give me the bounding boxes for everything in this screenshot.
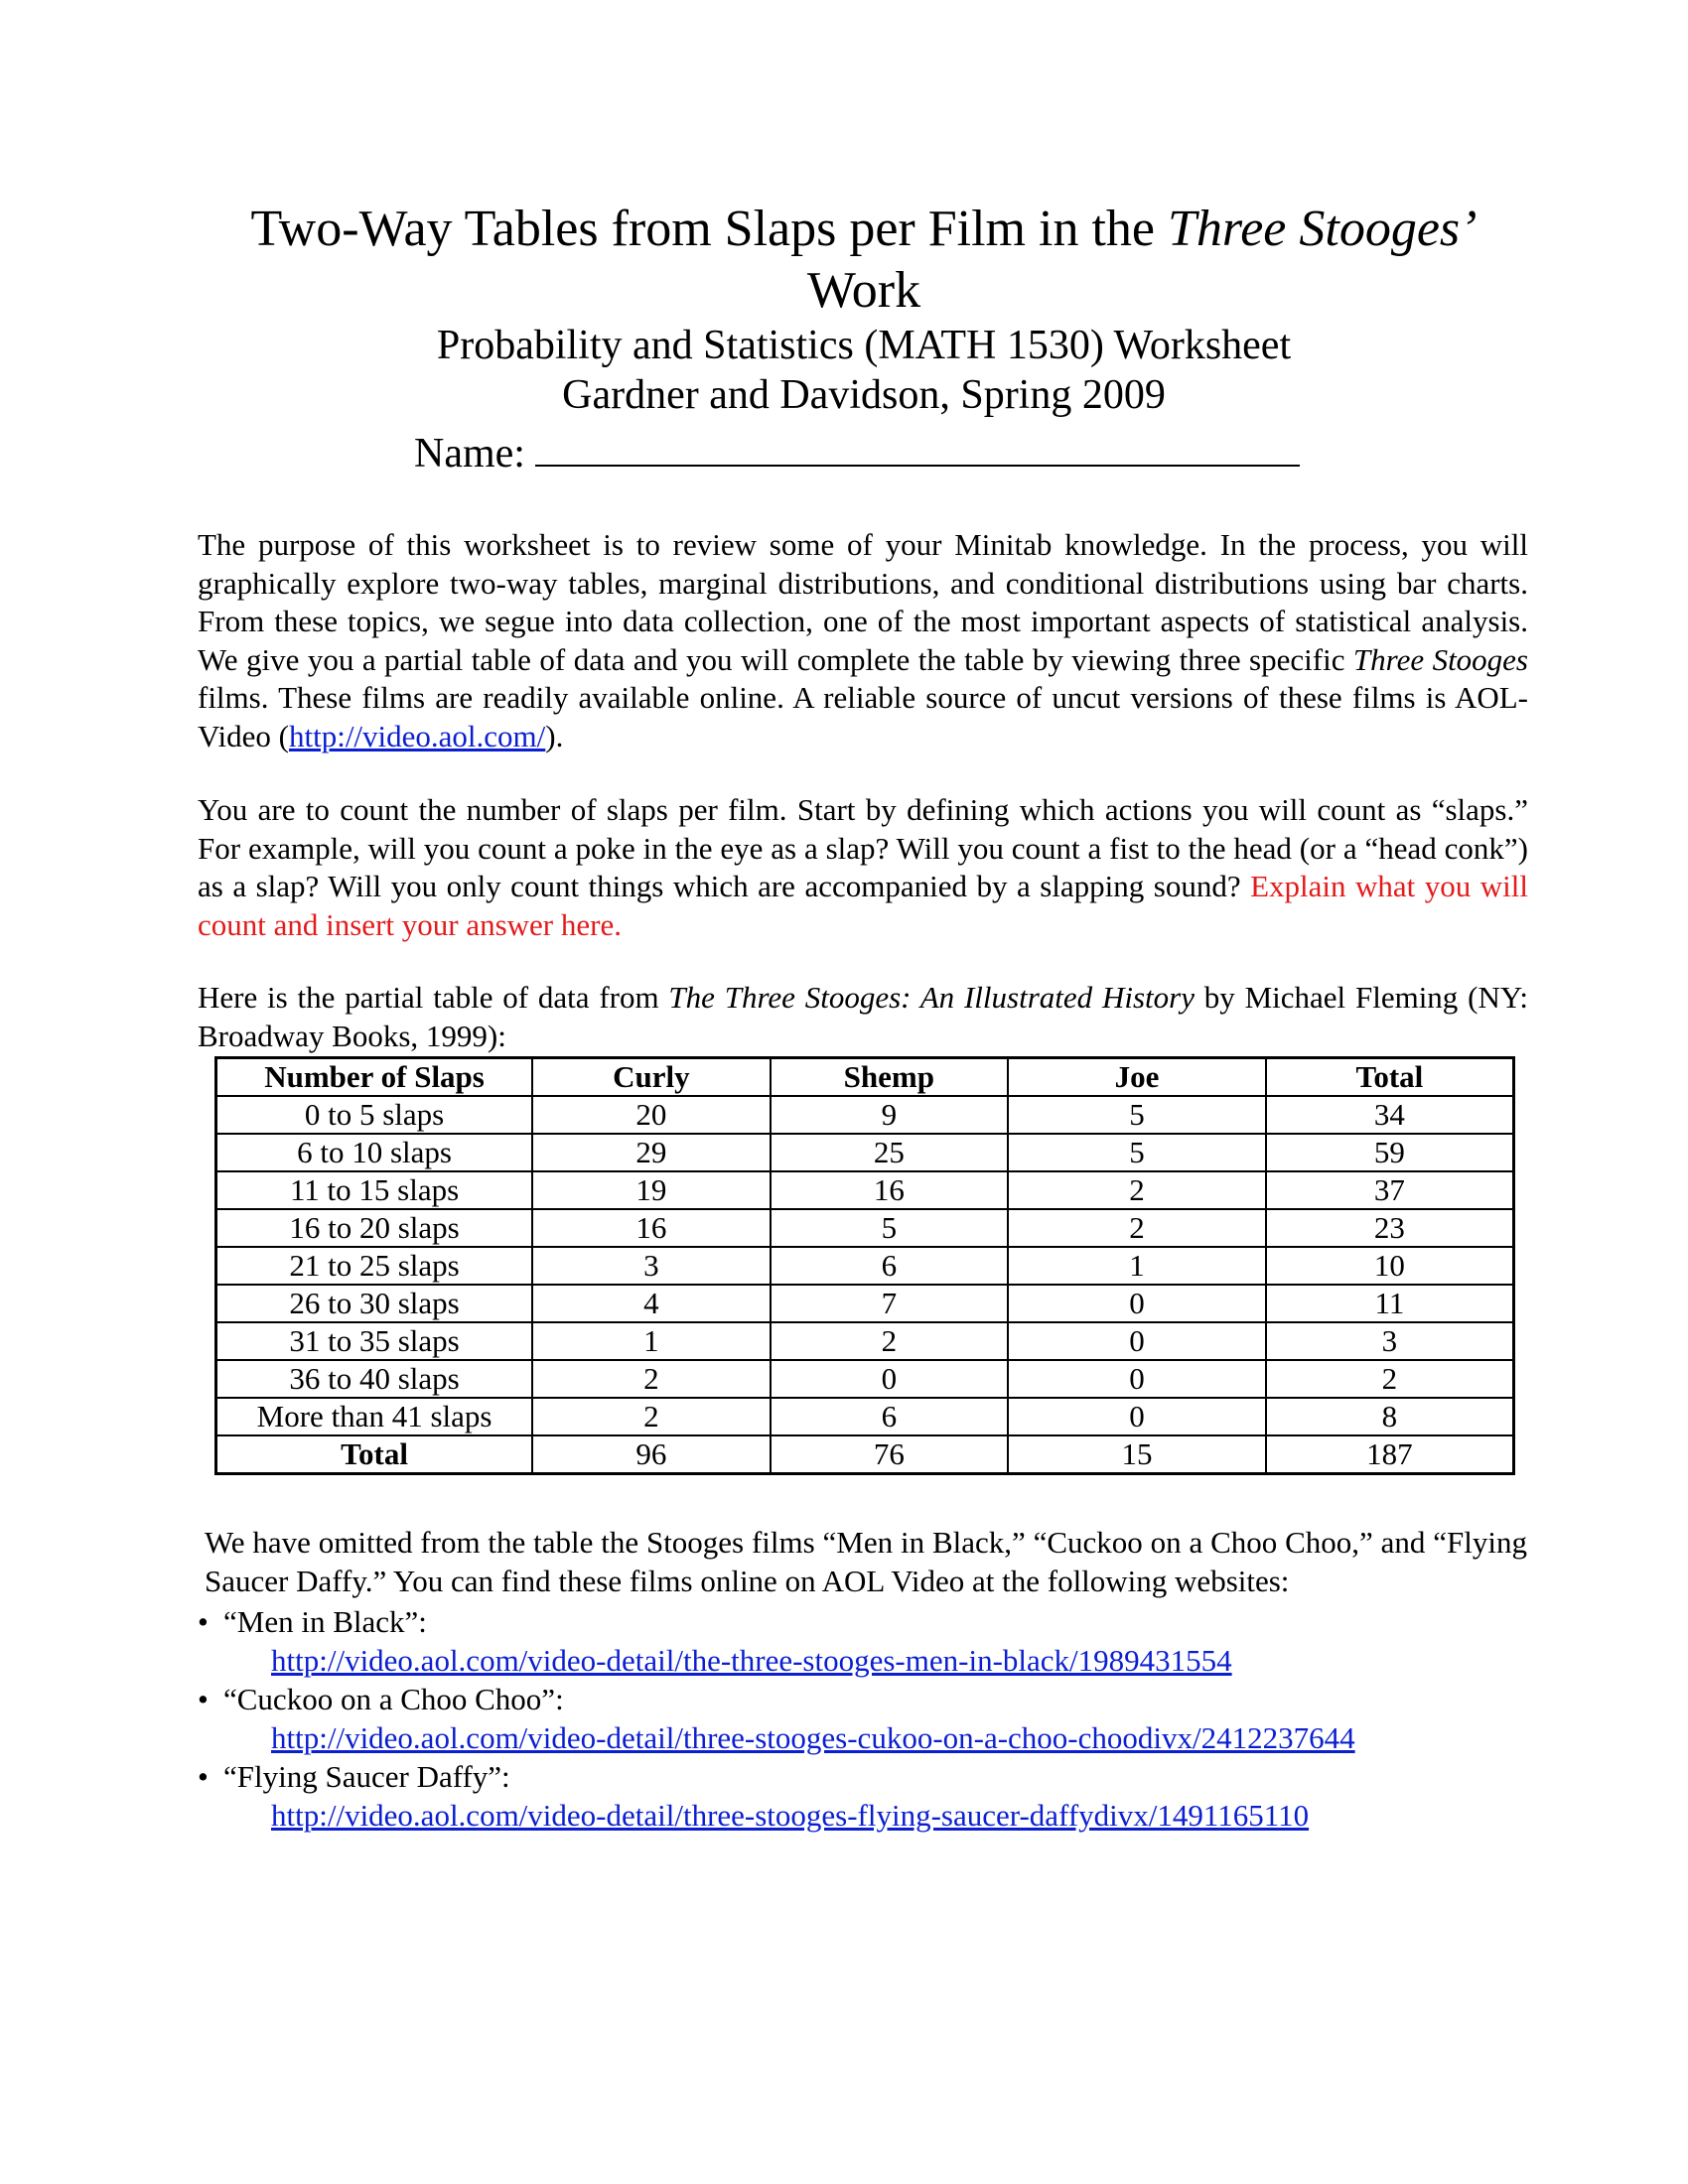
table-intro-paragraph <box>198 979 1528 1055</box>
table-cell: 0 <box>1008 1322 1266 1360</box>
bullet-icon: • <box>198 1682 209 1716</box>
intro-text-3: ). <box>545 718 564 753</box>
table-cell: 36 to 40 slaps <box>216 1360 533 1398</box>
table-cell: 1 <box>532 1322 770 1360</box>
table-intro-text-1: Here is the partial table of data from <box>198 980 669 1015</box>
table-cell: 7 <box>771 1285 1008 1322</box>
table-cell: 0 <box>771 1360 1008 1398</box>
table-total-row <box>216 1435 1514 1474</box>
bullet-icon: • <box>198 1604 209 1639</box>
table-cell: 20 <box>532 1096 770 1134</box>
table-cell: 6 <box>771 1247 1008 1285</box>
table-cell: 2 <box>532 1398 770 1435</box>
table-cell: 0 <box>1008 1398 1266 1435</box>
answer-instruction[interactable]: Explain what you will count and insert your answer here. <box>198 869 1528 942</box>
slaps-definition-text: You are to count the number of slaps per film. Start by defining which actions you will count as “slaps.” For example, will you count a poke in the eye as a slap? Will you count a fist to the head (or a “head conk”) as a slap? Will you only count things which are accompanied by a slapping sound? <box>198 792 1528 903</box>
total-curly: 96 <box>532 1435 770 1474</box>
intro-paragraph <box>198 526 1528 755</box>
table-cell: 16 <box>532 1209 770 1247</box>
table-cell: 5 <box>1008 1096 1266 1134</box>
title-line2-text: Work <box>806 262 921 319</box>
slaps-table <box>214 1056 1515 1475</box>
header-total: Total <box>1266 1058 1514 1097</box>
table-cell: 0 <box>1008 1285 1266 1322</box>
table-cell: 26 to 30 slaps <box>216 1285 533 1322</box>
table-intro-text-2: by Michael Fleming (NY: Broadway Books, 1999): <box>198 980 1528 1053</box>
film-links-list <box>198 1602 1588 1835</box>
film-link-flying-saucer-daffy[interactable]: http://video.aol.com/video-detail/three-stooges-flying-saucer-daffydivx/1491165110 <box>271 1798 1310 1833</box>
film-title: “Cuckoo on a Choo Choo”: <box>223 1682 564 1716</box>
table-cell: 11 <box>1266 1285 1514 1322</box>
table-cell: 5 <box>771 1209 1008 1247</box>
total-joe: 15 <box>1008 1435 1266 1474</box>
table-cell: More than 41 slaps <box>216 1398 533 1435</box>
header-number-of-slaps: Number of Slaps <box>216 1058 533 1097</box>
table-cell: 2 <box>1266 1360 1514 1398</box>
book-title: The Three Stooges: An Illustrated History <box>668 980 1195 1015</box>
page-title <box>149 199 1579 322</box>
list-item <box>198 1602 1588 1680</box>
table-row <box>216 1209 1514 1247</box>
list-item <box>198 1680 1588 1757</box>
omitted-films-paragraph: We have omitted from the table the Stooges films “Men in Black,” “Cuckoo on a Choo Choo,” and “Flying Saucer Daffy.” You can find these films online on AOL Video at the following websites: <box>205 1525 1527 1598</box>
table-cell: 4 <box>532 1285 770 1322</box>
table-cell: 19 <box>532 1171 770 1209</box>
table-cell: 2 <box>1008 1209 1266 1247</box>
table-cell: 3 <box>532 1247 770 1285</box>
table-row <box>216 1171 1514 1209</box>
table-row <box>216 1360 1514 1398</box>
table-cell: 9 <box>771 1096 1008 1134</box>
film-title: “Men in Black”: <box>223 1604 427 1639</box>
subtitle <box>149 321 1579 420</box>
name-field <box>414 425 1300 478</box>
total-all: 187 <box>1266 1435 1514 1474</box>
table-cell: 16 to 20 slaps <box>216 1209 533 1247</box>
table-cell: 8 <box>1266 1398 1514 1435</box>
table-cell: 2 <box>1008 1171 1266 1209</box>
list-item <box>198 1757 1588 1835</box>
header-curly: Curly <box>532 1058 770 1097</box>
table-cell: 2 <box>771 1322 1008 1360</box>
table-header-row <box>216 1058 1514 1097</box>
table-cell: 23 <box>1266 1209 1514 1247</box>
authors-line: Gardner and Davidson, Spring 2009 <box>562 372 1166 418</box>
table-row <box>216 1134 1514 1171</box>
table-cell: 3 <box>1266 1322 1514 1360</box>
table-row <box>216 1322 1514 1360</box>
title-line1-text: Two-Way Tables from Slaps per Film in the <box>250 201 1168 257</box>
table-cell: 11 to 15 slaps <box>216 1171 533 1209</box>
total-label: Total <box>216 1435 533 1474</box>
slaps-definition-paragraph <box>198 791 1528 944</box>
table-cell: 25 <box>771 1134 1008 1171</box>
table-cell: 59 <box>1266 1134 1514 1171</box>
table-cell: 31 to 35 slaps <box>216 1322 533 1360</box>
table-cell: 2 <box>532 1360 770 1398</box>
table-cell: 5 <box>1008 1134 1266 1171</box>
table-cell: 6 <box>771 1398 1008 1435</box>
table-cell: 0 to 5 slaps <box>216 1096 533 1134</box>
table-row <box>216 1398 1514 1435</box>
bullet-icon: • <box>198 1759 209 1794</box>
header-joe: Joe <box>1008 1058 1266 1097</box>
table-cell: 10 <box>1266 1247 1514 1285</box>
table-cell: 29 <box>532 1134 770 1171</box>
film-title: “Flying Saucer Daffy”: <box>223 1759 510 1794</box>
film-link-cuckoo-on-a-choo-choo[interactable]: http://video.aol.com/video-detail/three-stooges-cukoo-on-a-choo-choodivx/2412237644 <box>271 1720 1355 1755</box>
table-row <box>216 1285 1514 1322</box>
total-shemp: 76 <box>771 1435 1008 1474</box>
table-cell: 16 <box>771 1171 1008 1209</box>
film-link-men-in-black[interactable]: http://video.aol.com/video-detail/the-three-stooges-men-in-black/1989431554 <box>271 1643 1232 1678</box>
intro-italic: Three Stooges <box>1352 641 1528 677</box>
course-line: Probability and Statistics (MATH 1530) Worksheet <box>436 323 1292 368</box>
name-label: Name: <box>414 431 525 477</box>
table-cell: 1 <box>1008 1247 1266 1285</box>
title-italic-text: Three Stooges’ <box>1167 201 1477 257</box>
table-row <box>216 1096 1514 1134</box>
table-cell: 6 to 10 slaps <box>216 1134 533 1171</box>
table-row <box>216 1247 1514 1285</box>
intro-text-1: The purpose of this worksheet is to review some of your Minitab knowledge. In the process, you will graphically explore two-way tables, marginal distributions, and conditional distributions using bar charts. From these topics, we segue into data collection, one of the most important aspects of statistical analysis. We give you a partial table of data and you will complete the table by viewing three specific <box>198 527 1528 677</box>
table-cell: 34 <box>1266 1096 1514 1134</box>
aol-video-link[interactable]: http://video.aol.com/ <box>288 718 546 753</box>
table-cell: 21 to 25 slaps <box>216 1247 533 1285</box>
table-cell: 37 <box>1266 1171 1514 1209</box>
name-blank-line[interactable] <box>535 425 1300 467</box>
intro-text-2: films. These films are readily available online. A reliable source of uncut versions of these films is AOL-Video ( <box>198 680 1528 753</box>
header-shemp: Shemp <box>771 1058 1008 1097</box>
table-cell: 0 <box>1008 1360 1266 1398</box>
